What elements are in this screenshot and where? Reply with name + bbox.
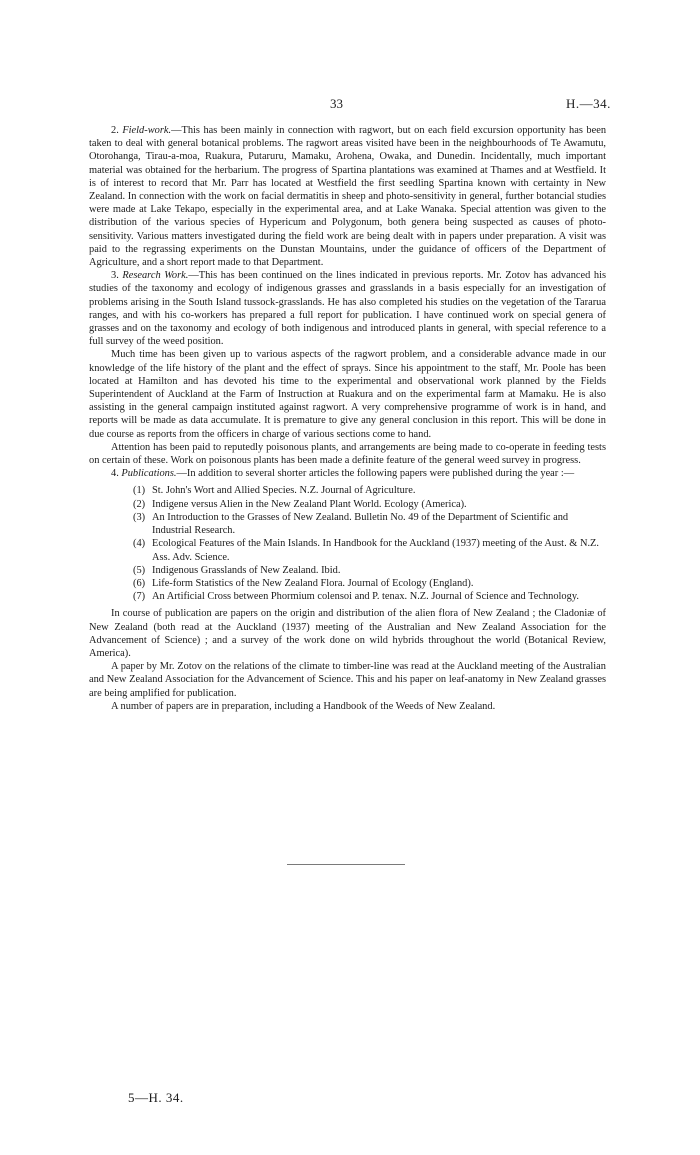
publication-text: An Introduction to the Grasses of New Zealand. Bulletin No. 49 of the Department of Scientific and Industrial Research. — [152, 511, 569, 537]
publication-number: (3) — [133, 511, 146, 523]
document-reference: H.—34. — [566, 96, 611, 111]
page-number: 33 — [330, 96, 343, 111]
in-course-paragraph: In course of publication are papers on the origin and distribution of the alien flora of New Zealand ; the Cladoniæ of New Zealand (both read at the Auckland (1937) meeting of the Australian and New Zealand Association for the Advancement of Science) ; and a survey of the work done on wild hybrids throughout the world (Botanical Review, America). — [89, 608, 606, 659]
publication-item — [133, 511, 606, 537]
section-heading: Research Work. — [122, 270, 189, 282]
publication-number: (6) — [133, 577, 146, 589]
publications-paragraph — [89, 467, 606, 480]
poisonous-plants-paragraph: Attention has been paid to reputedly poisonous plants, and arrangements are being made to co-operate in feeding tests on certain of these. Work on poisonous plants has been made a definite feature of the general weed survey in progress. — [89, 441, 606, 467]
publication-number: (7) — [133, 591, 146, 603]
section-divider — [287, 864, 405, 865]
paragraph-text: This has been continued on the lines indicated in previous reports. Mr. Zotov has advanced his studies of the taxonomy and ecology of indigenous grasses and grasslands in a basis especially for an investigation of problems arising in the South Island tussock-grasslands. He has also completed his studies on the vegetation of the Tararua ranges, and with his co-workers has prepared a full report for publication. I have continued work on special genera of grasses and on the taxonomy and ecology of both indigenous and introduced plants in general, with special reference to a full survey of the weed position. — [89, 270, 607, 348]
publication-text: An Artificial Cross between Phormium colensoi and P. tenax. N.Z. Journal of Science and Technology. — [152, 591, 579, 603]
publication-number: (4) — [133, 538, 146, 550]
heading-separator: — — [188, 270, 199, 282]
ragwort-paragraph: Much time has been given up to various aspects of the ragwort problem, and a considerable advance made in our knowledge of the life history of the plant and the effect of sprays. Since his appointment to the staff, Mr. Poole has been located at Hamilton and has devoted his time to the experimental and observational work planned by the Fields Superintendent of Auckland at the Farm of Instruction at Ruakura and on the experimental farm at Mamaku. He is also assisting in the general campaign instituted against ragwort. A very comprehensive programme of work is in hand, and reports will be made as data accumulate. It is premature to give any general conclusion in this report. This will be done in due course as reports from the officers in charge of various sections come to hand. — [89, 349, 606, 440]
publication-text: Ecological Features of the Main Islands. In Handbook for the Auckland (1937) meeting of the Aust. & N.Z. Ass. Adv. Science. — [152, 538, 599, 563]
publication-number: (1) — [133, 485, 146, 497]
section-heading: Publications. — [121, 468, 177, 480]
field-work-paragraph — [89, 124, 606, 269]
publication-item — [133, 577, 606, 590]
publication-item — [133, 537, 606, 563]
publication-text: St. John's Wort and Allied Species. N.Z. Journal of Agriculture. — [152, 485, 416, 497]
heading-separator: — — [176, 468, 187, 480]
body-text — [89, 124, 606, 713]
section-number: 4. — [111, 468, 122, 480]
section-heading: Field-work. — [122, 125, 172, 136]
in-preparation-paragraph: A number of papers are in preparation, including a Handbook of the Weeds of New Zealand. — [111, 700, 496, 712]
publication-item — [133, 590, 606, 603]
publication-item — [133, 484, 606, 497]
publication-text: Indigene versus Alien in the New Zealand Plant World. Ecology (America). — [152, 498, 467, 510]
research-work-paragraph — [89, 269, 606, 348]
section-number: 2. — [111, 125, 123, 136]
publication-number: (5) — [133, 564, 146, 576]
publication-item — [133, 564, 606, 577]
zotov-paper-paragraph: A paper by Mr. Zotov on the relations of the climate to timber-line was read at the Auckland meeting of the Australian and New Zealand Association for the Advancement of Science. This and his paper on leaf-anatomy in New Zealand grasses are being amplified for publication. — [89, 661, 606, 699]
publication-text: Indigenous Grasslands of New Zealand. Ibid. — [152, 564, 341, 576]
publication-number: (2) — [133, 498, 146, 510]
footer-code: 5—H. 34. — [128, 1090, 184, 1105]
publication-item — [133, 498, 606, 511]
paragraph-text: This has been mainly in connection with ragwort, but on each field excursion opportunity has been taken to deal with general botanical problems. The ragwort areas visited have been in the neighbourhoods of Te Awamutu, Otorohanga, Tirau-a-moa, Ruakura, Putaruru, Mamaku, Arohena, Owaka, and Dunedin. Incidentally, much important material was obtained for the herbarium. The progress of Spartina plantations was examined at Thames and at Westfield. It is of interest to record that Mr. Parr has located at Westfield the first seedling Spartina known with certainty in New Zealand. In connection with the work on facial dermatitis in sheep and photo-sensitivity in general, further botancial studies were made at Lake Tekapo, especially in the experimental area, and at Lake Wanaka. Special attention was given to the distribution of the various species of Hypericum and Polygonum, both genera being suspected as causes of photo-sensitivity. Various matters investigated during the field work are being dealt with in papers under preparation. A visit was paid to the regrassing experiments on the Dunstan Mountains, under the guidance of officers of the Department of Agriculture, and a short report made to that Department. — [89, 125, 607, 269]
publication-text: Life-form Statistics of the New Zealand Flora. Journal of Ecology (England). — [152, 577, 474, 589]
paragraph-text: In addition to several shorter articles the following papers were published during the year :— — [186, 468, 575, 480]
section-number: 3. — [111, 270, 123, 282]
publication-list — [133, 484, 606, 603]
heading-separator: — — [171, 125, 182, 136]
